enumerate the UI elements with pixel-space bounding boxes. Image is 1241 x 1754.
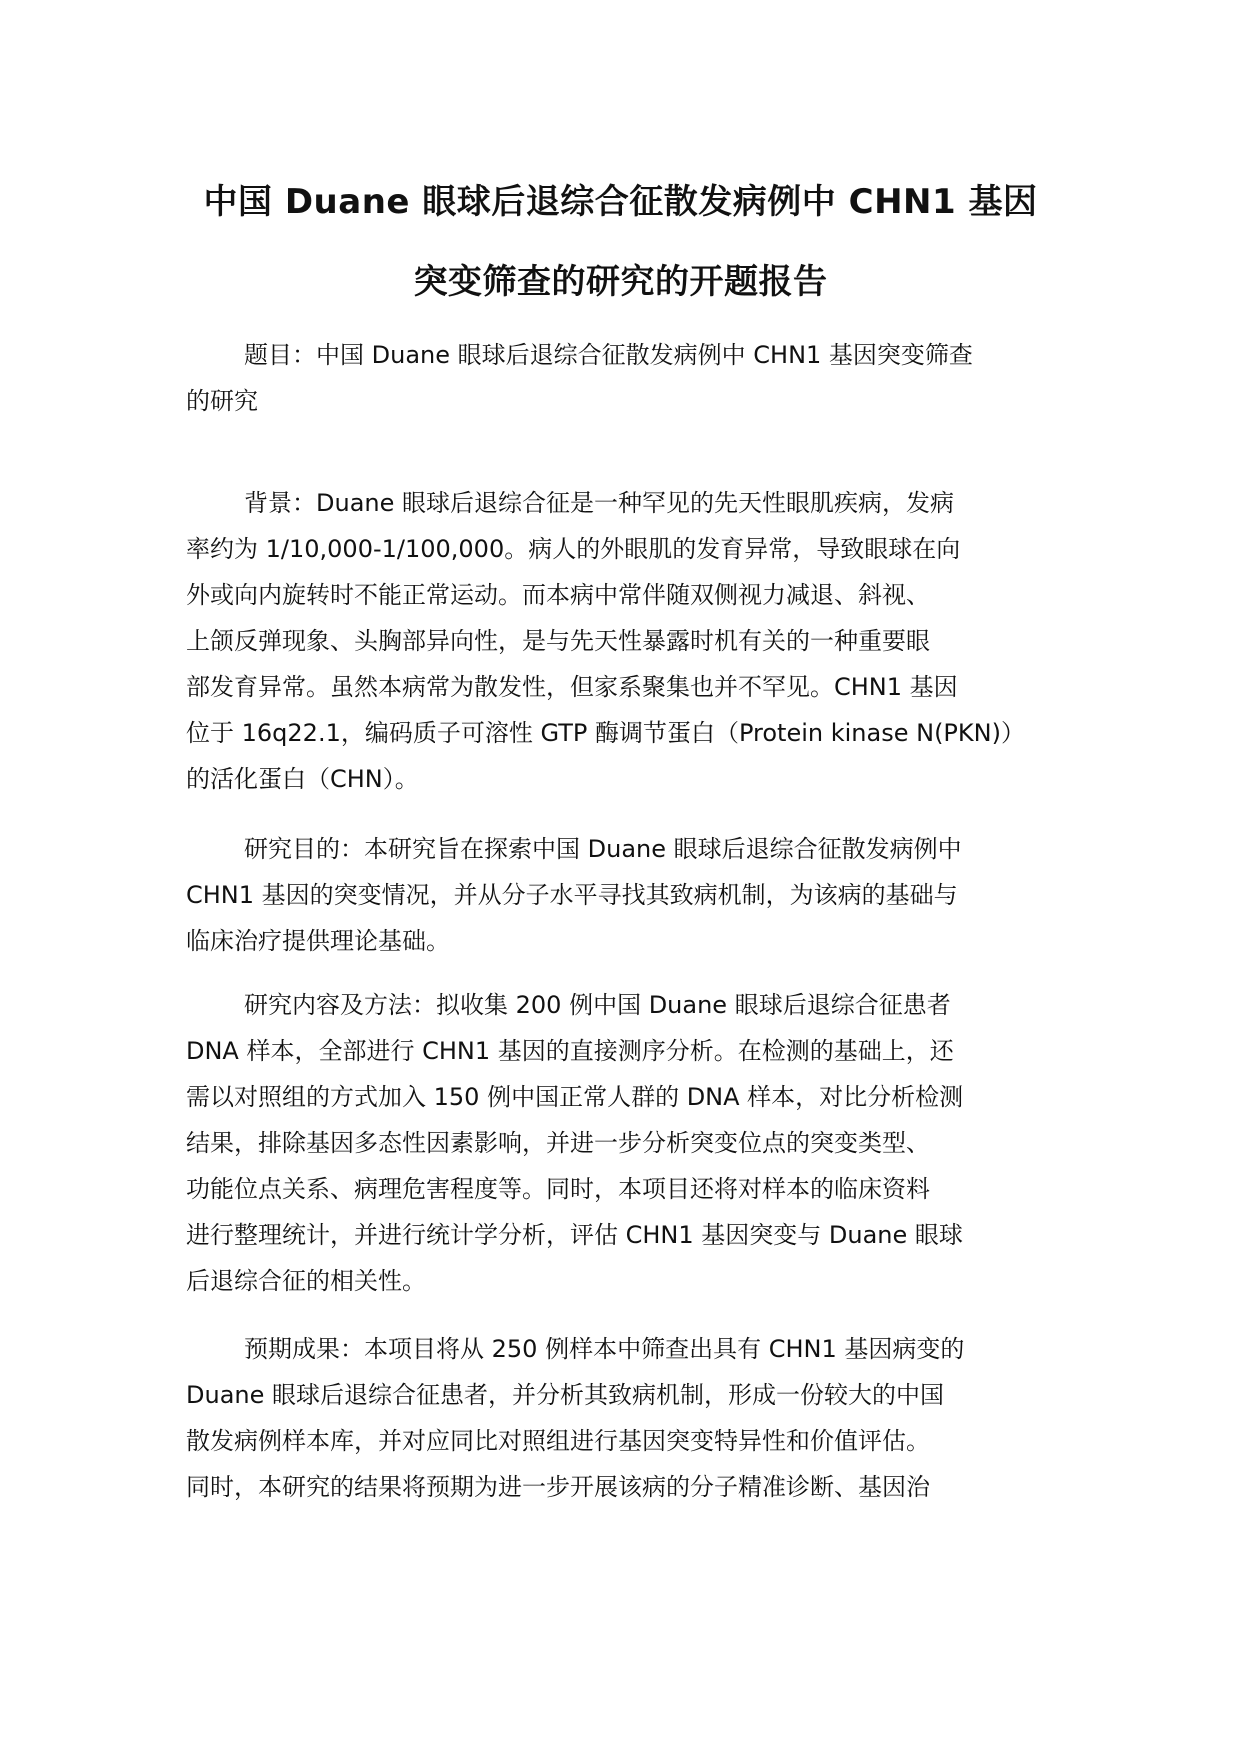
paragraph-line: 部发育异常。虽然本病常为散发性，但家系聚集也并不罕见。CHN1 基因 (186, 673, 958, 701)
paragraph-expected-results (186, 1326, 1066, 1510)
paragraph-line: 预期成果：本项目将从 250 例样本中筛查出具有 CHN1 基因病变的 (244, 1335, 965, 1363)
paragraph-line: 临床治疗提供理论基础。 (186, 927, 450, 955)
title-line-1: 中国 Duane 眼球后退综合征散发病例中 CHN1 基因 (203, 182, 1038, 222)
paragraph-line: Duane 眼球后退综合征患者，并分析其致病机制，形成一份较大的中国 (186, 1381, 945, 1409)
paragraph-line: 外或向内旋转时不能正常运动。而本病中常伴随双侧视力减退、斜视、 (186, 581, 930, 609)
paragraph-line: 研究目的：本研究旨在探索中国 Duane 眼球后退综合征散发病例中 (244, 835, 962, 863)
paragraph-line: 研究内容及方法：拟收集 200 例中国 Duane 眼球后退综合征患者 (244, 991, 951, 1019)
paragraph-line: 率约为 1/10,000-1/100,000。病人的外眼肌的发育异常，导致眼球在向 (186, 535, 961, 563)
paragraph-objective (186, 826, 1066, 964)
paragraph-line: DNA 样本，全部进行 CHN1 基因的直接测序分析。在检测的基础上，还 (186, 1037, 954, 1065)
paragraph-line: 需以对照组的方式加入 150 例中国正常人群的 DNA 样本，对比分析检测 (186, 1083, 964, 1111)
paragraph-line: CHN1 基因的突变情况，并从分子水平寻找其致病机制，为该病的基础与 (186, 881, 958, 909)
paragraph-line: 功能位点关系、病理危害程度等。同时，本项目还将对样本的临床资料 (186, 1175, 930, 1203)
paragraph-line: 同时，本研究的结果将预期为进一步开展该病的分子精准诊断、基因治 (186, 1473, 930, 1501)
paragraph-line: 散发病例样本库，并对应同比对照组进行基因突变特异性和价值评估。 (186, 1427, 930, 1455)
title-line-2: 突变筛查的研究的开题报告 (413, 262, 828, 302)
paragraph-background (186, 480, 1066, 802)
paragraph-line: 背景：Duane 眼球后退综合征是一种罕见的先天性眼肌疾病，发病 (244, 489, 955, 517)
paragraph-topic (186, 332, 1066, 424)
paragraph-line: 的研究 (186, 387, 258, 415)
paragraph-line: 后退综合征的相关性。 (186, 1267, 426, 1295)
paragraph-line: 上颌反弹现象、头胸部异向性，是与先天性暴露时机有关的一种重要眼 (186, 627, 930, 655)
paragraph-line: 的活化蛋白（CHN）。 (186, 765, 419, 793)
paragraph-line: 结果，排除基因多态性因素影响，并进一步分析突变位点的突变类型、 (186, 1129, 930, 1157)
paragraph-line: 进行整理统计，并进行统计学分析，评估 CHN1 基因突变与 Duane 眼球 (186, 1221, 963, 1249)
paragraph-line: 题目：中国 Duane 眼球后退综合征散发病例中 CHN1 基因突变筛查 (244, 341, 973, 369)
paragraph-line: 位于 16q22.1，编码质子可溶性 GTP 酶调节蛋白（Protein kinase N(PKN)） (186, 719, 1025, 747)
paragraph-methods (186, 982, 1066, 1304)
